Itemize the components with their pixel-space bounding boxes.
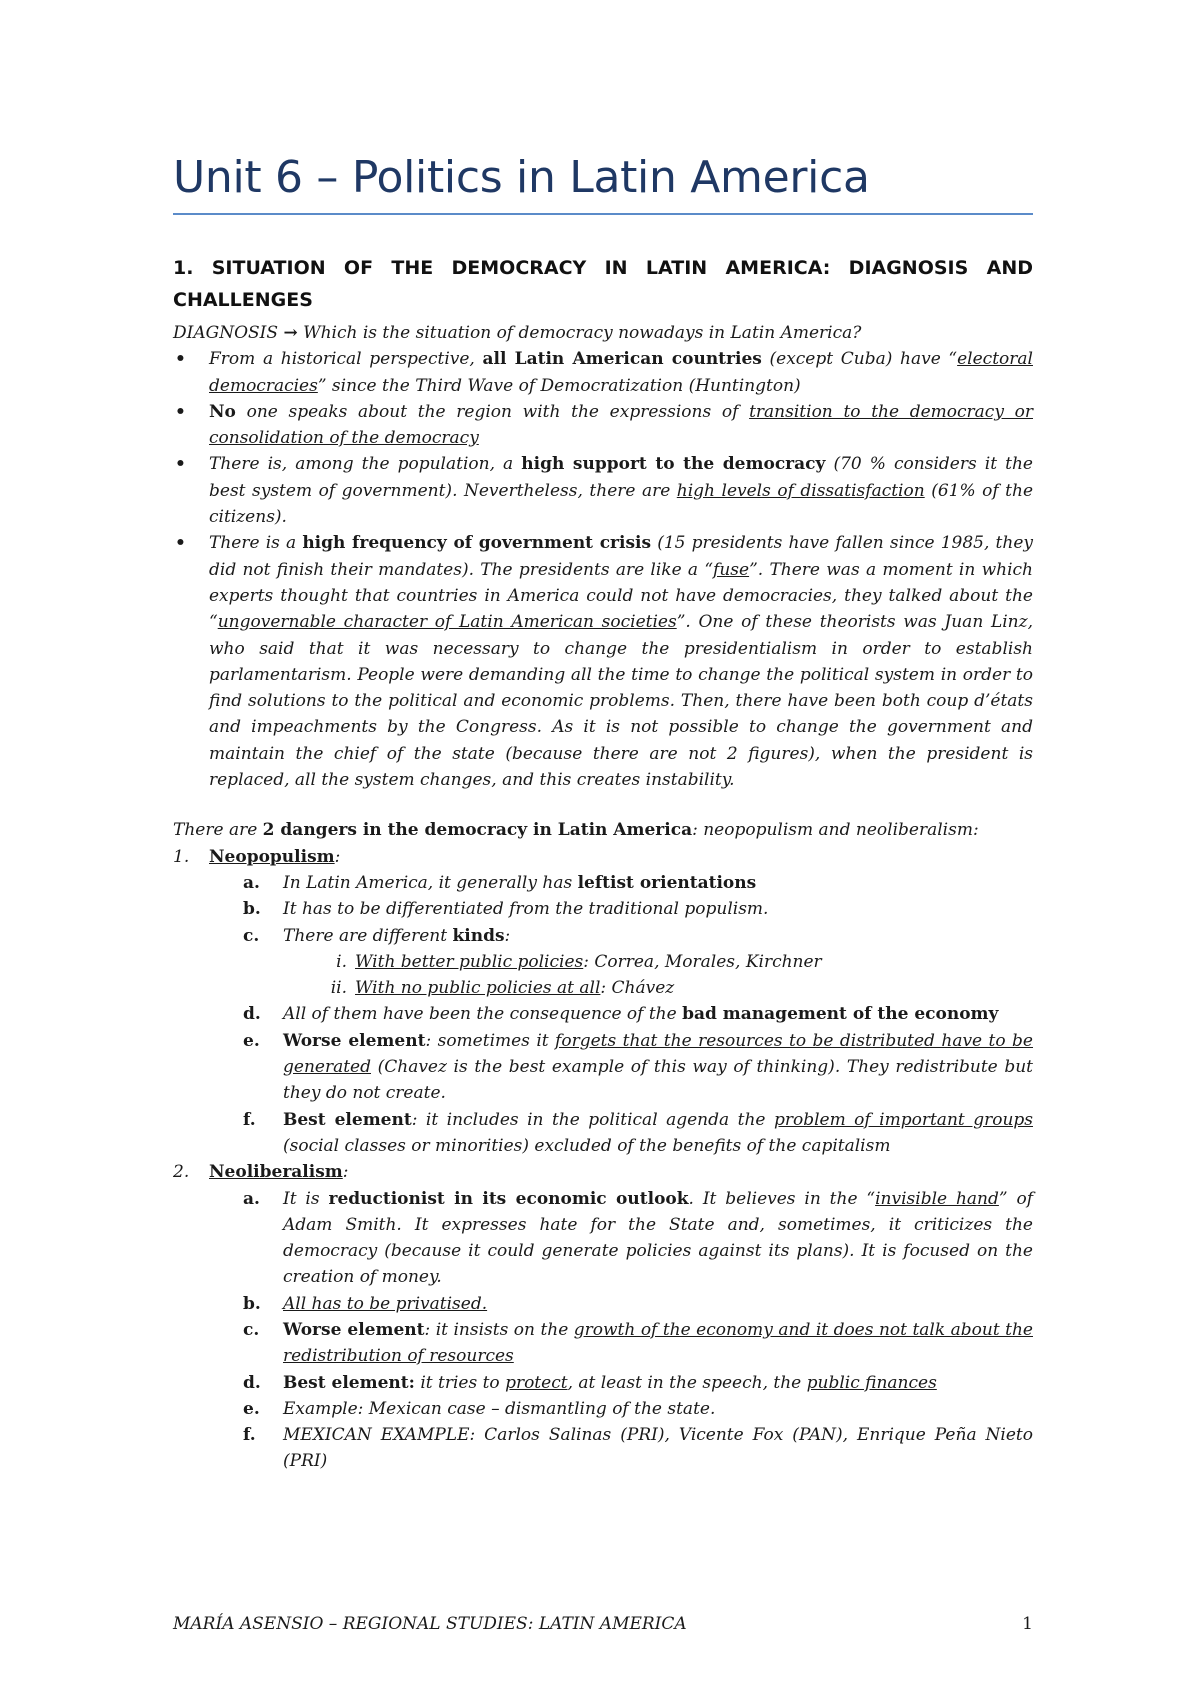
list-item-neoliberalism: 2. Neoliberalism: bbox=[173, 1162, 349, 1183]
bullet-icon: • bbox=[175, 349, 186, 370]
list-item: c. Worse element: it insists on the growth of the economy and it does not talk about the redistribution of resources bbox=[243, 1319, 1033, 1367]
diagnosis-bullets bbox=[173, 346, 1033, 793]
list-item: f. Best element: it includes in the political agenda the problem of important groups (social classes or minorities) excluded of the benefits of the capitalism bbox=[243, 1109, 1033, 1156]
bullet-item: • There is a high frequency of government crisis (15 presidents have fallen since 1985, they did not finish their mandates). The presidents are like a “fuse”. There was a moment in which experts thought that countries in America could not have democracies, they talked about the “ungovernable character of Latin American societies”. One of these theorists was Juan Linz, who said that it was necessary to change the presidentialism in order to establish parlamentarism. People were demanding all the time to change the political system in order to find solutions to the political and economic problems. Then, there have been both coup d’états and impeachments by the Congress. As it is not possible to change the government and maintain the chief of the state (because there are not 2 figures), when the president is replaced, all the system changes, and this creates instability. bbox=[173, 530, 1033, 793]
bullet-item: • From a historical perspective, all Latin American countries (except Cuba) have “electoral democracies” since the Third Wave of Democratization (Huntington) bbox=[173, 346, 1033, 399]
list-item: b. All has to be privatised. bbox=[243, 1293, 488, 1314]
neoliberalism-sublist bbox=[173, 1186, 1033, 1475]
list-item: d. All of them have been the consequence of the bad management of the economy bbox=[243, 1004, 999, 1025]
list-item: a. In Latin America, it generally has leftist orientations bbox=[243, 872, 757, 893]
diagnosis-label: DIAGNOSIS bbox=[173, 323, 279, 343]
arrow-icon: → bbox=[283, 323, 298, 343]
bullet-item: • There is, among the population, a high support to the democracy (70 % considers it the best system of government). Nevertheless, there are high levels of dissatisfaction (61% of the citizens). bbox=[173, 451, 1033, 530]
bullet-icon: • bbox=[175, 454, 186, 475]
neopopulism-title: Neopopulism bbox=[209, 846, 335, 867]
list-item: e. Example: Mexican case – dismantling of the state. bbox=[243, 1398, 716, 1419]
diagnosis-line bbox=[173, 320, 1033, 346]
footer-text: MARÍA ASENSIO – REGIONAL STUDIES: LATIN AMERICA bbox=[173, 1614, 687, 1634]
neopopulism-sublist bbox=[173, 870, 1033, 1159]
bullet-item: • No one speaks about the region with the expressions of transition to the democracy or consolidation of the democracy bbox=[173, 399, 1033, 452]
list-item: a. It is reductionist in its economic outlook. It believes in the “invisible hand” of Adam Smith. It expresses hate for the State and, sometimes, it criticizes the democracy (because it could generate policies against its plans). It is focused on the creation of money. bbox=[243, 1188, 1033, 1288]
bullet-icon: • bbox=[175, 533, 186, 554]
list-item: c. There are different kinds: i. With better public policies: Correa, Morales, Kirchner ii. With no public policies at all: Chávez bbox=[243, 923, 1033, 1002]
list-item: i. With better public policies: Correa, Morales, Kirchner bbox=[336, 951, 822, 972]
page-number: 1 bbox=[1022, 1614, 1033, 1634]
page-title: Unit 6 – Politics in Latin America bbox=[173, 152, 870, 203]
diagnosis-question: Which is the situation of democracy nowadays in Latin America? bbox=[303, 323, 862, 343]
dangers-intro: There are 2 dangers in the democracy in Latin America: neopopulism and neoliberalism: bbox=[173, 820, 979, 841]
bullet-icon: • bbox=[175, 401, 186, 422]
dangers-list-2 bbox=[173, 1159, 1033, 1185]
section-heading: 1. SITUATION OF THE DEMOCRACY IN LATIN AMERICA: DIAGNOSIS AND CHALLENGES bbox=[173, 257, 1033, 311]
list-item: e. Worse element: sometimes it forgets that the resources to be distributed have to be generated (Chavez is the best example of this way of thinking). They redistribute but they do not create. bbox=[243, 1030, 1033, 1104]
list-item: ii. With no public policies at all: Chávez bbox=[330, 978, 675, 999]
list-item: f. MEXICAN EXAMPLE: Carlos Salinas (PRI), Vicente Fox (PAN), Enrique Peña Nieto (PRI) bbox=[243, 1425, 1033, 1472]
list-item: b. It has to be differentiated from the traditional populism. bbox=[243, 899, 769, 920]
section-body bbox=[173, 320, 1033, 1475]
list-item-neopopulism: 1. Neopopulism: bbox=[173, 846, 341, 867]
neoliberalism-title: Neoliberalism bbox=[209, 1162, 343, 1183]
kinds-sublist bbox=[283, 949, 1033, 1002]
page-footer bbox=[173, 1614, 1033, 1634]
list-item: d. Best element: it tries to protect, at least in the speech, the public finances bbox=[243, 1372, 937, 1393]
title-underline bbox=[173, 213, 1033, 215]
dangers-list bbox=[173, 844, 1033, 870]
